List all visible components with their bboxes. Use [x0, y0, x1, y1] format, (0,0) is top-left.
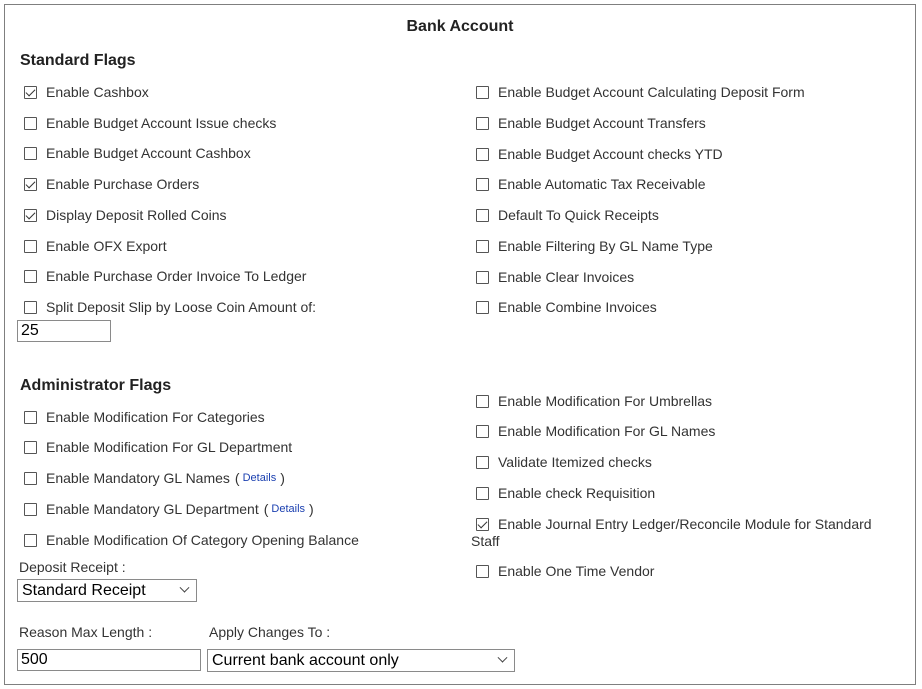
- checkbox-box[interactable]: [24, 411, 37, 424]
- deposit-receipt-label: Deposit Receipt :: [19, 559, 126, 575]
- checkbox-split-deposit-slip[interactable]: [24, 299, 316, 315]
- checkbox-mod-categories[interactable]: [24, 409, 265, 425]
- checkbox-label: Enable Cashbox: [46, 84, 149, 100]
- administrator-flags-heading: Administrator Flags: [20, 377, 172, 394]
- checkbox-label: Enable Budget Account Calculating Deposit Form: [498, 84, 805, 100]
- checkbox-box[interactable]: [476, 425, 489, 438]
- checkbox-clear-invoices[interactable]: [476, 269, 634, 285]
- checkbox-label: Enable Modification For GL Names: [498, 423, 716, 439]
- checkbox-budget-cashbox[interactable]: [24, 145, 251, 161]
- checkbox-box[interactable]: [24, 240, 37, 253]
- checkbox-purchase-orders[interactable]: [24, 176, 199, 192]
- checkbox-label: Enable Filtering By GL Name Type: [498, 238, 713, 254]
- checkbox-budget-checks-ytd[interactable]: [476, 146, 723, 162]
- apply-changes-select[interactable]: [207, 649, 515, 672]
- checkbox-mod-umbrellas[interactable]: [476, 393, 712, 409]
- page-title: Bank Account: [406, 18, 514, 35]
- checkbox-box[interactable]: [24, 117, 37, 130]
- paren-open: (: [234, 470, 240, 486]
- checkbox-label: Enable Purchase Orders: [46, 176, 200, 192]
- checkbox-label: Enable Mandatory GL Department: [46, 501, 259, 517]
- checkbox-mod-gl-department[interactable]: [24, 439, 292, 455]
- checkbox-deposit-rolled-coins[interactable]: [24, 207, 227, 223]
- chevron-down-icon: [498, 653, 508, 663]
- checkbox-label: Enable Modification Of Category Opening Balance: [46, 532, 359, 548]
- checkbox-box[interactable]: [476, 487, 489, 500]
- checkbox-box[interactable]: [476, 148, 489, 161]
- checkbox-mod-category-opening-balance[interactable]: [24, 532, 359, 548]
- checkbox-box[interactable]: [24, 178, 37, 191]
- checkbox-check-requisition[interactable]: [476, 485, 655, 501]
- checkbox-box[interactable]: [476, 271, 489, 284]
- checkbox-label: Enable Mandatory GL Names: [46, 470, 230, 486]
- checkbox-box[interactable]: [476, 117, 489, 130]
- checkbox-box[interactable]: [476, 178, 489, 191]
- checkbox-quick-receipts[interactable]: [476, 207, 659, 223]
- checkbox-box[interactable]: [476, 565, 489, 578]
- checkbox-box[interactable]: [24, 147, 37, 160]
- checkbox-label: Enable Combine Invoices: [498, 299, 657, 315]
- checkbox-label: Enable Clear Invoices: [498, 269, 635, 285]
- checkbox-label: Enable Modification For Umbrellas: [498, 393, 712, 409]
- checkbox-label: Enable OFX Export: [46, 238, 167, 254]
- checkbox-box[interactable]: [24, 503, 37, 516]
- checkbox-label: Enable Budget Account Transfers: [498, 115, 706, 131]
- checkbox-label: Enable Budget Account Cashbox: [46, 145, 251, 161]
- checkbox-label: Validate Itemized checks: [498, 454, 652, 470]
- checkbox-combine-invoices[interactable]: [476, 299, 657, 315]
- reason-max-length-label: Reason Max Length :: [19, 624, 153, 640]
- checkbox-label: Display Deposit Rolled Coins: [46, 207, 227, 223]
- paren-close: ): [280, 470, 285, 486]
- deposit-receipt-select[interactable]: [17, 579, 197, 602]
- checkbox-label: Enable check Requisition: [498, 485, 656, 501]
- checkbox-label: Enable Modification For Categories: [46, 409, 265, 425]
- checkbox-box[interactable]: [476, 86, 489, 99]
- deposit-receipt-value: Standard Receipt: [22, 581, 146, 599]
- checkbox-box[interactable]: [476, 240, 489, 253]
- journal-entry-label-wrap: Staff: [471, 533, 500, 549]
- paren-open: (: [263, 501, 269, 517]
- checkbox-budget-calc-deposit-form[interactable]: [476, 84, 805, 100]
- checkbox-label: Enable Budget Account checks YTD: [498, 146, 723, 162]
- checkbox-box[interactable]: [24, 534, 37, 547]
- standard-flags-heading: Standard Flags: [20, 52, 136, 69]
- bank-account-panel: [4, 4, 916, 685]
- apply-changes-value: Current bank account only: [212, 651, 399, 669]
- checkbox-label: Enable One Time Vendor: [498, 563, 655, 579]
- checkbox-filter-gl-name-type[interactable]: [476, 238, 713, 254]
- checkbox-enable-cashbox[interactable]: [24, 84, 149, 100]
- apply-changes-label: Apply Changes To :: [209, 624, 331, 640]
- checkbox-auto-tax-receivable[interactable]: [476, 176, 706, 192]
- paren-close: ): [309, 501, 314, 517]
- checkbox-label: Enable Budget Account Issue checks: [46, 115, 277, 131]
- checkbox-box[interactable]: [24, 86, 37, 99]
- checkbox-mandatory-gl-names[interactable]: [24, 470, 285, 486]
- reason-max-length-input[interactable]: 500: [17, 649, 201, 671]
- checkbox-label: Default To Quick Receipts: [498, 207, 659, 223]
- checkbox-box[interactable]: [476, 209, 489, 222]
- details-link-gl-names[interactable]: Details: [242, 472, 277, 484]
- checkbox-label: Enable Modification For GL Department: [46, 439, 293, 455]
- checkbox-label: Enable Automatic Tax Receivable: [498, 176, 706, 192]
- checkbox-box[interactable]: [24, 270, 37, 283]
- checkbox-label: Enable Journal Entry Ledger/Reconcile Module for Standard: [498, 516, 872, 532]
- checkbox-box[interactable]: [476, 395, 489, 408]
- checkbox-box[interactable]: [24, 472, 37, 485]
- checkbox-journal-entry-module[interactable]: [476, 516, 872, 532]
- loose-coin-amount-input[interactable]: 25: [17, 320, 111, 342]
- checkbox-box[interactable]: [476, 456, 489, 469]
- checkbox-budget-issue-checks[interactable]: [24, 115, 276, 131]
- checkbox-label: Enable Purchase Order Invoice To Ledger: [46, 268, 307, 284]
- checkbox-ofx-export[interactable]: [24, 238, 167, 254]
- checkbox-po-invoice-ledger[interactable]: [24, 268, 306, 284]
- checkbox-box[interactable]: [476, 301, 489, 314]
- details-link-gl-department[interactable]: Details: [271, 503, 306, 515]
- checkbox-box[interactable]: [24, 209, 37, 222]
- checkbox-box[interactable]: [476, 518, 489, 531]
- chevron-down-icon: [180, 583, 190, 593]
- checkbox-one-time-vendor[interactable]: [476, 563, 654, 579]
- checkbox-mod-gl-names[interactable]: [476, 423, 715, 439]
- checkbox-budget-transfers[interactable]: [476, 115, 706, 131]
- checkbox-label: Split Deposit Slip by Loose Coin Amount of:: [46, 299, 317, 315]
- checkbox-mandatory-gl-department[interactable]: [24, 501, 314, 517]
- checkbox-box[interactable]: [24, 441, 37, 454]
- checkbox-box[interactable]: [24, 301, 37, 314]
- checkbox-validate-itemized-checks[interactable]: [476, 454, 652, 470]
